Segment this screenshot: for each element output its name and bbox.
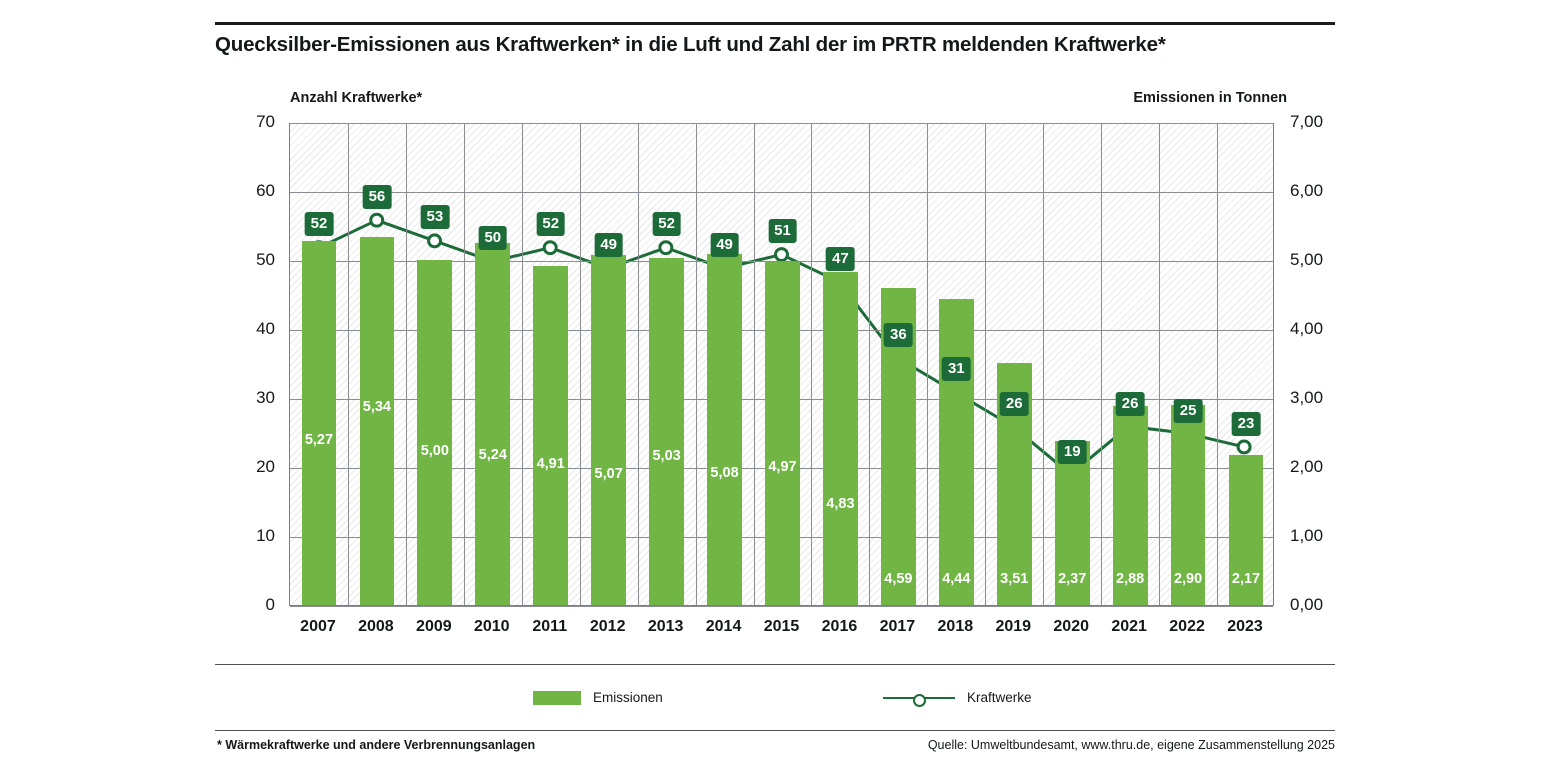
gridline-vertical [869, 124, 870, 605]
bar-value-label-2019: 3,51 [1000, 571, 1029, 587]
chart-legend [215, 686, 1335, 716]
bar-value-label-2023: 2,17 [1231, 571, 1261, 587]
y-axis-left-tick: 0 [265, 595, 275, 614]
left-axis-caption: Anzahl Kraftwerke* [290, 90, 423, 106]
line-value-label-2008: 56 [363, 185, 392, 209]
x-axis-label-2017: 2017 [879, 618, 916, 635]
gridline-vertical [696, 124, 697, 605]
x-axis-label-2023: 2023 [1227, 618, 1263, 635]
x-axis-label-2010: 2010 [473, 618, 510, 635]
gridline-vertical [638, 124, 639, 605]
bar-2016 [823, 272, 858, 605]
line-value-label-2018: 31 [942, 357, 971, 381]
bar-2018 [939, 299, 974, 605]
gridline-vertical [754, 124, 755, 605]
page-title: Quecksilber-Emissionen aus Kraftwerken* in die Luft und Zahl der im PRTR meldenden Kraftwerke* [215, 33, 1166, 56]
y-axis-right-tick: 7,00 [1290, 112, 1324, 131]
bar-2012 [591, 255, 626, 605]
right-axis-caption: Emissionen in Tonnen [1133, 90, 1287, 106]
y-axis-right-tick: 0,00 [1290, 595, 1324, 614]
line-value-label-2013: 52 [652, 212, 681, 236]
y-axis-left-tick: 10 [256, 526, 275, 545]
x-axis-label-2021: 2021 [1111, 618, 1147, 635]
y-axis-left-tick: 20 [256, 457, 275, 476]
y-axis-left-tick: 60 [256, 181, 275, 200]
footer-divider [215, 730, 1335, 731]
bar-value-label-2021: 2,88 [1116, 571, 1145, 587]
line-value-label-2022: 25 [1174, 399, 1203, 423]
gridline-vertical [1217, 124, 1218, 605]
line-point-2015 [776, 249, 788, 261]
gridline-vertical [1043, 124, 1044, 605]
line-value-label-2012: 49 [594, 233, 623, 257]
x-axis-label-2007: 2007 [300, 618, 336, 635]
line-value-label-2019: 26 [1000, 392, 1029, 416]
x-axis-label-2015: 2015 [763, 618, 800, 635]
gridline-horizontal [290, 123, 1273, 124]
y-axis-right-tick: 4,00 [1290, 319, 1324, 338]
y-axis-right-tick: 3,00 [1290, 388, 1324, 407]
line-value-label-2017: 36 [884, 323, 913, 347]
plot-area [289, 123, 1274, 606]
line-value-label-2015: 51 [768, 219, 797, 243]
gridline-horizontal [290, 192, 1273, 193]
gridline-vertical [580, 124, 581, 605]
bar-value-label-2015: 4,97 [768, 459, 797, 476]
bar-value-label-2011: 4,91 [536, 456, 565, 473]
bar-2009 [417, 260, 452, 605]
legend-bar-swatch-icon [533, 691, 581, 705]
line-point-2011 [544, 242, 556, 254]
gridline-vertical [985, 124, 986, 605]
gridline-vertical [522, 124, 523, 605]
bar-2010 [475, 243, 510, 605]
footnote-text: * Wärmekraftwerke und andere Verbrennungsanlagen [217, 738, 536, 752]
line-point-2023 [1238, 441, 1250, 453]
top-divider [215, 22, 1335, 25]
x-axis-label-2013: 2013 [647, 618, 684, 635]
x-axis-label-2011: 2011 [532, 618, 568, 635]
line-value-label-2014: 49 [710, 233, 739, 257]
gridline-vertical [348, 124, 349, 605]
bar-2013 [649, 258, 684, 605]
bar-2007 [302, 241, 337, 605]
y-axis-left-tick: 70 [256, 112, 275, 131]
line-value-label-2016: 47 [826, 247, 855, 271]
bar-value-label-2010: 5,24 [478, 447, 507, 464]
x-axis-label-2020: 2020 [1053, 618, 1089, 635]
bar-value-label-2012: 5,07 [594, 466, 623, 483]
y-axis-left-tick: 30 [256, 388, 275, 407]
bar-2015 [765, 262, 800, 605]
bar-value-label-2008: 5,34 [362, 399, 391, 416]
bar-value-label-2014: 5,08 [710, 465, 739, 482]
gridline-vertical [406, 124, 407, 605]
bar-value-label-2020: 2,37 [1058, 571, 1087, 587]
bar-value-label-2017: 4,59 [884, 571, 913, 587]
line-value-label-2021: 26 [1116, 392, 1145, 416]
bar-value-label-2009: 5,00 [420, 443, 449, 460]
x-axis-label-2008: 2008 [358, 618, 394, 635]
x-axis-label-2019: 2019 [995, 618, 1032, 635]
line-value-label-2011: 52 [536, 212, 565, 236]
source-text: Quelle: Umweltbundesamt, www.thru.de, eigene Zusammenstellung 2025 [927, 738, 1335, 752]
bar-value-label-2022: 2,90 [1173, 571, 1203, 587]
line-value-label-2007: 52 [305, 212, 334, 236]
line-value-label-2023: 23 [1232, 412, 1261, 436]
gridline-vertical [464, 124, 465, 605]
bar-2008 [360, 237, 395, 605]
x-axis-label-2014: 2014 [705, 618, 742, 635]
line-value-label-2020: 19 [1058, 440, 1087, 464]
x-axis-label-2018: 2018 [937, 618, 974, 635]
x-axis-label-2022: 2022 [1169, 618, 1205, 635]
x-axis-label-2009: 2009 [416, 618, 452, 635]
y-axis-left-tick: 50 [256, 250, 275, 269]
line-point-2013 [660, 242, 672, 254]
line-value-label-2009: 53 [421, 205, 450, 229]
legend-item-emissionen [533, 690, 663, 705]
bar-value-label-2018: 4,44 [942, 571, 971, 587]
gridline-vertical [927, 124, 928, 605]
line-point-2009 [429, 235, 441, 247]
y-axis-right-tick: 6,00 [1290, 181, 1324, 200]
gridline-vertical [811, 124, 812, 605]
legend-label-emissionen: Emissionen [593, 690, 663, 705]
bar-value-label-2013: 5,03 [652, 448, 681, 465]
gridline-horizontal [290, 606, 1273, 607]
y-axis-right-tick: 2,00 [1290, 457, 1324, 476]
bar-2011 [533, 266, 568, 605]
legend-item-kraftwerke [883, 690, 1032, 705]
bar-value-label-2007: 5,27 [304, 431, 334, 448]
line-point-2008 [371, 214, 383, 226]
legend-line-swatch-icon [883, 691, 955, 705]
bar-2014 [707, 254, 742, 605]
line-value-label-2010: 50 [478, 226, 507, 250]
gridline-vertical [1101, 124, 1102, 605]
legend-label-kraftwerke: Kraftwerke [967, 690, 1032, 705]
gridline-vertical [1159, 124, 1160, 605]
y-axis-left-tick: 40 [256, 319, 275, 338]
bar-value-label-2016: 4,83 [826, 496, 855, 513]
x-axis-label-2016: 2016 [821, 618, 858, 635]
legend-divider [215, 664, 1335, 665]
x-axis-label-2012: 2012 [589, 618, 626, 635]
y-axis-right-tick: 5,00 [1290, 250, 1324, 269]
y-axis-right-tick: 1,00 [1290, 526, 1324, 545]
